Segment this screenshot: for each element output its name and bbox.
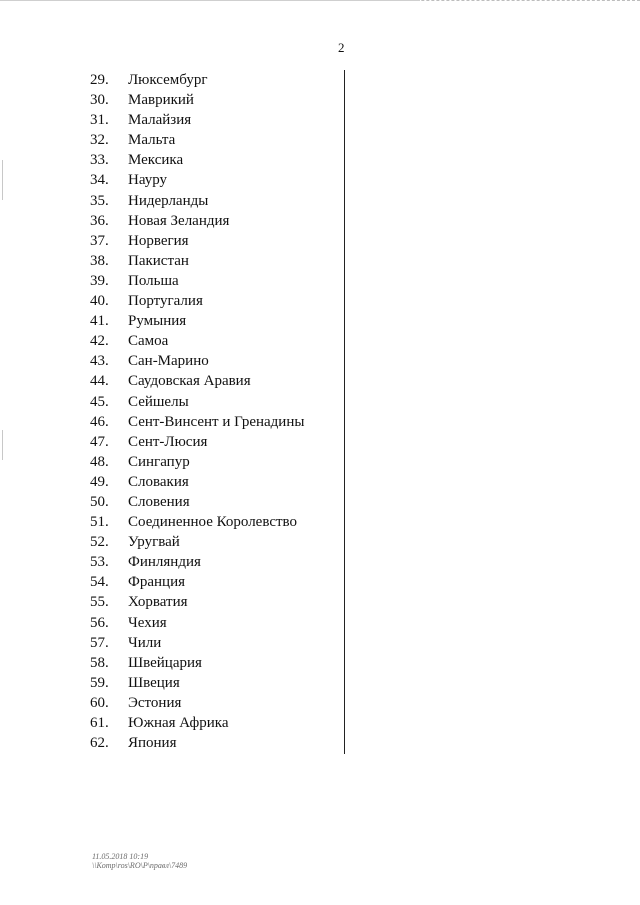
list-item	[90, 150, 304, 170]
list-item-country: Мальта	[128, 132, 176, 149]
list-item	[90, 251, 304, 271]
list-item-number: 51.	[90, 514, 109, 531]
list-item-number: 49.	[90, 473, 109, 490]
list-item	[90, 170, 304, 190]
list-item-number: 62.	[90, 735, 109, 752]
list-item-country: Уругвай	[128, 534, 180, 551]
list-item-country: Румыния	[128, 313, 187, 330]
list-item-number: 38.	[90, 252, 109, 269]
list-item	[90, 673, 304, 693]
top-scan-rule	[0, 0, 420, 1]
footer-stamp	[92, 852, 187, 870]
list-item	[90, 492, 304, 512]
list-item	[90, 271, 304, 291]
list-item-number: 48.	[90, 453, 109, 470]
list-item	[90, 331, 304, 351]
list-item	[90, 733, 304, 753]
list-item-number: 61.	[90, 715, 109, 731]
list-item-country: Южная Африка	[128, 715, 229, 731]
list-item-country: Польша	[128, 272, 179, 289]
list-item-number: 30.	[90, 92, 109, 109]
list-item-number: 57.	[90, 634, 109, 651]
country-list-container	[90, 70, 345, 754]
list-item-country: Соединенное Королевство	[128, 514, 298, 531]
list-item-number: 29.	[90, 72, 109, 88]
list-item	[90, 713, 304, 733]
list-item	[90, 693, 304, 713]
list-item	[90, 110, 304, 130]
list-item-number: 37.	[90, 232, 109, 249]
list-item-number: 36.	[90, 212, 109, 229]
list-item-country: Самоа	[128, 333, 169, 350]
list-item-country: Чехия	[128, 614, 167, 631]
list-item-number: 56.	[90, 614, 109, 631]
list-item-number: 43.	[90, 353, 109, 370]
list-item	[90, 653, 304, 673]
list-item-number: 31.	[90, 112, 109, 129]
list-item	[90, 512, 304, 532]
list-item-country: Сингапур	[128, 453, 190, 470]
list-item	[90, 90, 304, 110]
list-item-country: Мексика	[128, 152, 184, 169]
list-item-country: Словакия	[128, 473, 189, 490]
footer-stamp-date: 11.05.2018 10:19	[92, 852, 149, 861]
list-item-number: 45.	[90, 393, 109, 410]
list-item	[90, 572, 304, 592]
list-item-country: Португалия	[128, 293, 203, 310]
list-item-country: Науру	[128, 172, 168, 189]
list-item	[90, 371, 304, 391]
list-item-country: Новая Зеландия	[128, 212, 230, 229]
list-item-country: Швеция	[128, 674, 180, 691]
list-item-number: 60.	[90, 694, 109, 711]
list-item-country: Саудовская Аравия	[128, 373, 251, 390]
list-item-number: 58.	[90, 654, 109, 671]
list-item	[90, 592, 304, 612]
list-item	[90, 532, 304, 552]
list-item	[90, 351, 304, 371]
list-item-country: Сент-Люсия	[128, 433, 208, 450]
list-item-number: 41.	[90, 313, 109, 330]
list-item	[90, 552, 304, 572]
list-item	[90, 452, 304, 472]
list-item-country: Словения	[128, 493, 190, 510]
list-item-country: Маврикий	[128, 92, 194, 109]
list-item-number: 47.	[90, 433, 109, 450]
list-item-number: 44.	[90, 373, 109, 390]
list-item-number: 34.	[90, 172, 109, 189]
list-item-country: Хорватия	[128, 594, 188, 611]
list-item-country: Япония	[128, 735, 177, 752]
list-item	[90, 613, 304, 633]
list-item	[90, 211, 304, 231]
list-item	[90, 130, 304, 150]
list-item-country: Швейцария	[128, 654, 202, 671]
list-item-number: 42.	[90, 333, 109, 350]
list-item-country: Сан-Марино	[128, 353, 209, 370]
list-item	[90, 70, 304, 90]
list-item-number: 33.	[90, 152, 109, 169]
list-item-country: Люксембург	[128, 72, 208, 88]
list-item	[90, 291, 304, 311]
list-item-number: 32.	[90, 132, 109, 149]
list-item-number: 55.	[90, 594, 109, 611]
list-item	[90, 191, 304, 211]
list-item	[90, 311, 304, 331]
list-item-country: Малайзия	[128, 112, 192, 129]
list-item-number: 40.	[90, 293, 109, 310]
list-item	[90, 472, 304, 492]
list-item-number: 50.	[90, 493, 109, 510]
list-item-country: Чили	[128, 634, 162, 651]
list-item-number: 52.	[90, 534, 109, 551]
list-item	[90, 412, 304, 432]
list-item-number: 35.	[90, 192, 109, 209]
list-item-number: 59.	[90, 674, 109, 691]
list-item-country: Норвегия	[128, 232, 189, 249]
list-item-number: 54.	[90, 574, 109, 591]
list-item-number: 46.	[90, 413, 109, 430]
list-item	[90, 432, 304, 452]
list-item-number: 53.	[90, 554, 109, 571]
list-item-country: Франция	[128, 574, 185, 591]
list-item-number: 39.	[90, 272, 109, 289]
page-number: 2	[338, 40, 345, 55]
footer-stamp-path: \\Komp\ros\RO\Р\правл\7489	[92, 861, 188, 870]
list-item	[90, 231, 304, 251]
left-edge-mark	[2, 430, 3, 460]
list-item-country: Эстония	[128, 694, 182, 711]
left-edge-mark	[2, 160, 3, 200]
country-list	[90, 70, 304, 753]
list-item-country: Пакистан	[128, 252, 189, 269]
list-item-country: Сент-Винсент и Гренадины	[128, 413, 305, 430]
list-item-country: Финляндия	[128, 554, 201, 571]
list-item	[90, 392, 304, 412]
list-item-country: Нидерланды	[128, 192, 209, 209]
list-item	[90, 633, 304, 653]
list-item-country: Сейшелы	[128, 393, 189, 410]
